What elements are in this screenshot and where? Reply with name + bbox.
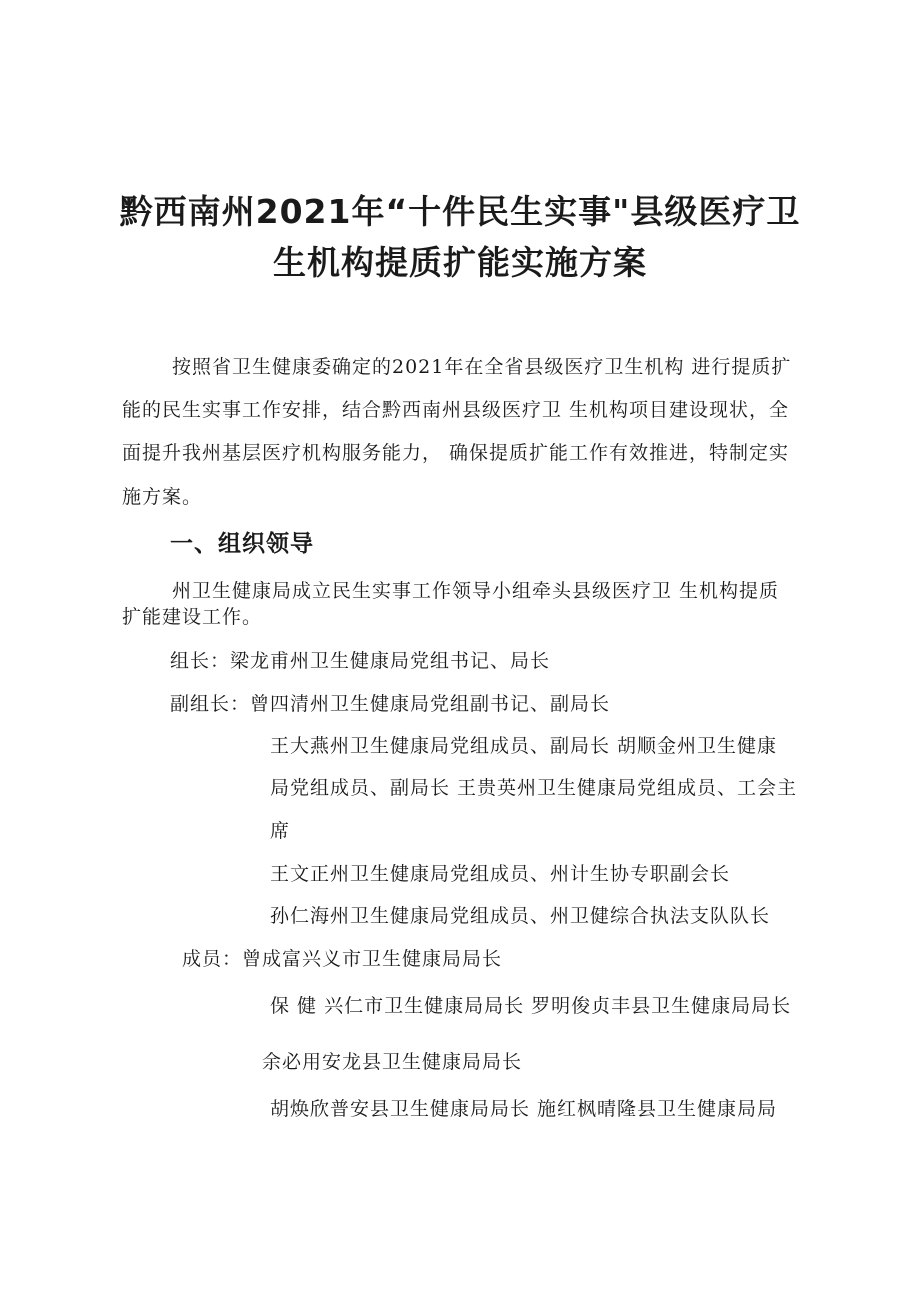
member-line-1: 保 健 兴仁市卫生健康局局长 罗明俊贞丰县卫生健康局局长 <box>270 995 792 1017</box>
member-line-3: 胡焕欣普安县卫生健康局局长 施红枫晴隆县卫生健康局局 <box>270 1098 778 1120</box>
deputy-line-5: 孙仁海州卫生健康局党组成员、州卫健综合执法支队队长 <box>270 905 771 927</box>
intro-line-2: 能的民生实事工作安排，结合黔西南州县级医疗卫 生机构项目建设现状，全 <box>122 399 790 421</box>
document-title-line-1: 黔西南州2021年“十件民生实事"县级医疗卫 <box>119 192 801 231</box>
deputy-line-2: 局党组成员、副局长 王贵英州卫生健康局党组成员、工会主 <box>270 777 798 799</box>
deputy-leader-line: 副组长：曾四清州卫生健康局党组副书记、副局长 <box>170 693 611 715</box>
deputy-line-3: 席 <box>270 820 291 842</box>
member-line-2: 余必用安龙县卫生健康局局长 <box>262 1051 523 1073</box>
intro-line-4: 施方案。 <box>122 486 203 508</box>
deputy-line-1: 王大燕州卫生健康局党组成员、副局长 胡顺金州卫生健康 <box>270 735 778 757</box>
section-para-line-1: 州卫生健康局成立民生实事工作领导小组牵头县级医疗卫 生机构提质 <box>172 580 780 602</box>
leader-line: 组长：梁龙甫州卫生健康局党组书记、局长 <box>170 650 551 672</box>
section-heading-organization: 一、组织领导 <box>170 531 314 557</box>
members-line: 成员：曾成富兴义市卫生健康局局长 <box>182 948 503 970</box>
section-para-line-2: 扩能建设工作。 <box>122 606 263 628</box>
deputy-line-4: 王文正州卫生健康局党组成员、州计生协专职副会长 <box>270 863 731 885</box>
document-title-line-2: 生机构提质扩能实施方案 <box>273 243 647 282</box>
intro-line-3: 面提升我州基层医疗机构服务能力， 确保提质扩能工作有效推进，特制定实 <box>122 442 790 464</box>
intro-line-1: 按照省卫生健康委确定的2021年在全省县级医疗卫生机构 进行提质扩 <box>172 356 792 378</box>
